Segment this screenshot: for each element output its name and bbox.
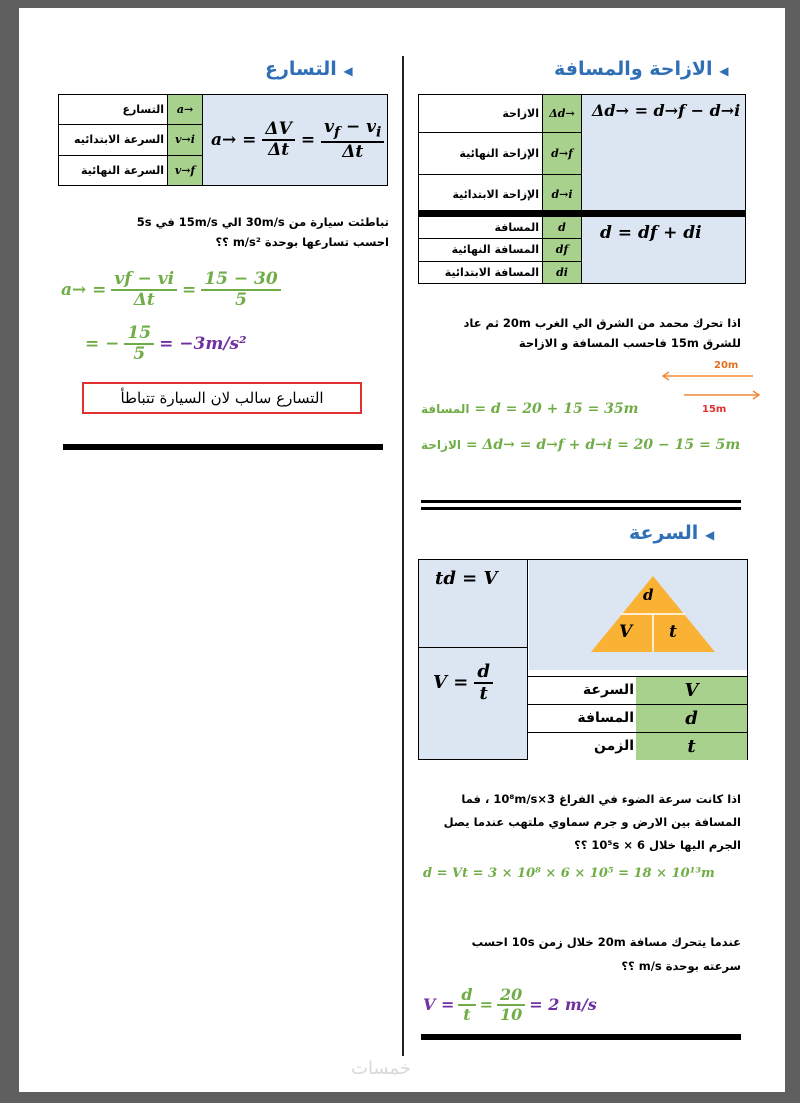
speed-solution1: d = Vt = 3 × 10⁸ × 6 × 10⁵ = 18 × 10¹³m	[423, 866, 715, 881]
speed-problem1	[419, 788, 741, 857]
speed-problem1-line1: اذا كانت سرعة الضوء في الفراغ 3×10⁸m/s ، فما	[461, 792, 741, 806]
acceleration-solution-line1: a→ = $\frac{vf - vi}{\Delta t}$ = $\frac{15 - 30}{5}$	[61, 270, 281, 309]
speed-triangle-icon	[529, 560, 747, 670]
speed-solution2: V = $\frac{d}{t}$ = $\frac{20}{10}$ = 2 m/s	[423, 985, 597, 1024]
speed-row-time: الزمن t	[528, 732, 747, 760]
speed-problem2-line1: عندما يتحرك مسافة 20m خلال زمن 10s احسب	[471, 935, 741, 949]
acceleration-problem-line1: تباطئت سيارة من 30m/s الي 15m/s في 5s	[136, 215, 389, 229]
speed-title: ◀ السرعة	[629, 522, 715, 544]
distance-formula-cell: d = df + di	[582, 217, 746, 284]
left-section-divider	[63, 444, 383, 450]
displacement-formula-cell: Δd→ = d→f − d→i	[582, 95, 746, 215]
label-final-velocity: السرعة النهائية	[59, 155, 168, 185]
symbol-final-displacement: d→f	[543, 133, 582, 175]
symbol-final-distance: df	[543, 239, 582, 261]
arrow-20m: 20m	[660, 360, 755, 384]
bullet-icon: ◀	[704, 528, 715, 542]
symbol-displacement: Δd→	[543, 95, 582, 133]
acceleration-formula-cell: a→ = $\frac{\Delta V}{\Delta t}$ = $\frac{v_f - v_i}{\Delta t}$	[203, 95, 388, 186]
label-final-displacement: الإزاحة النهائية	[419, 133, 543, 175]
symbol-initial-distance: di	[543, 261, 582, 283]
speed-problem2	[419, 930, 741, 978]
speed-row-distance: المسافة d	[528, 704, 747, 732]
distance-solution: المسافة = d = 20 + 15 = 35m	[421, 401, 639, 417]
displacement-problem-line1: اذا تحرك محمد من الشرق الي الغرب 20m ثم عاد	[463, 316, 741, 330]
acceleration-note-box	[82, 382, 362, 414]
arrow-right-icon	[684, 388, 762, 402]
right-bottom-divider	[421, 1034, 741, 1040]
label-distance: المسافة	[419, 217, 543, 239]
distance-table	[418, 216, 746, 284]
arrow-left-icon	[660, 360, 755, 384]
displacement-table	[418, 94, 746, 215]
document-page	[19, 8, 785, 1092]
speed-row-speed: السرعة V	[528, 676, 747, 704]
acceleration-title: ◀ التسارع	[265, 58, 353, 80]
bullet-icon: ◀	[343, 64, 353, 78]
speed-formula1-cell: td = V	[419, 560, 528, 648]
label-initial-distance: المسافة الابتدائية	[419, 261, 543, 283]
speed-table	[418, 559, 748, 760]
arrow-15m: 15m	[684, 386, 762, 418]
acceleration-table	[58, 94, 388, 186]
label-initial-velocity: السرعة الابتدائيه	[59, 125, 168, 155]
speed-triangle-cell: d V t	[529, 560, 747, 670]
label-initial-displacement: الإزاحة الابتدائية	[419, 175, 543, 215]
acceleration-note: التسارع سالب لان السيارة تتباطأ	[120, 389, 324, 407]
displacement-solution: الازاحة = Δd→ = d→f + d→i = 20 − 15 = 5m	[421, 437, 741, 453]
displacement-problem	[419, 313, 741, 353]
speed-problem1-line2: المسافة بين الارض و جرم سماوي ملتهب عندما يصل	[443, 815, 741, 829]
symbol-acceleration: a→	[168, 95, 203, 125]
symbol-initial-velocity: v→i	[168, 125, 203, 155]
column-divider	[402, 56, 404, 1056]
acceleration-problem	[59, 212, 389, 252]
label-final-distance: المسافة النهائية	[419, 239, 543, 261]
symbol-final-velocity: v→f	[168, 155, 203, 185]
displacement-title: ◀ الازاحة والمسافة	[554, 58, 729, 80]
watermark: خمسات	[351, 1058, 412, 1079]
speed-problem2-line2: سرعته بوحدة m/s ؟؟	[621, 959, 741, 973]
displacement-problem-line2: للشرق 15m فاحسب المسافة و الازاحة	[518, 336, 741, 350]
speed-problem1-line3: الجرم اليها خلال 6 × 10⁵s ؟؟	[574, 838, 741, 852]
speed-formula2-cell: V = $\frac{d}{t}$	[419, 648, 528, 759]
right-double-divider-2	[421, 507, 741, 510]
symbol-initial-displacement: d→i	[543, 175, 582, 215]
right-double-divider-1	[421, 500, 741, 503]
acceleration-problem-line2: احسب تسارعها بوحدة m/s² ؟؟	[215, 235, 389, 249]
bullet-icon: ◀	[719, 64, 729, 78]
label-acceleration: التسارع	[59, 95, 168, 125]
label-displacement: الازاحة	[419, 95, 543, 133]
acceleration-solution-line2: = − $\frac{15}{5}$ = −3m/s²	[85, 323, 247, 364]
symbol-distance: d	[543, 217, 582, 239]
